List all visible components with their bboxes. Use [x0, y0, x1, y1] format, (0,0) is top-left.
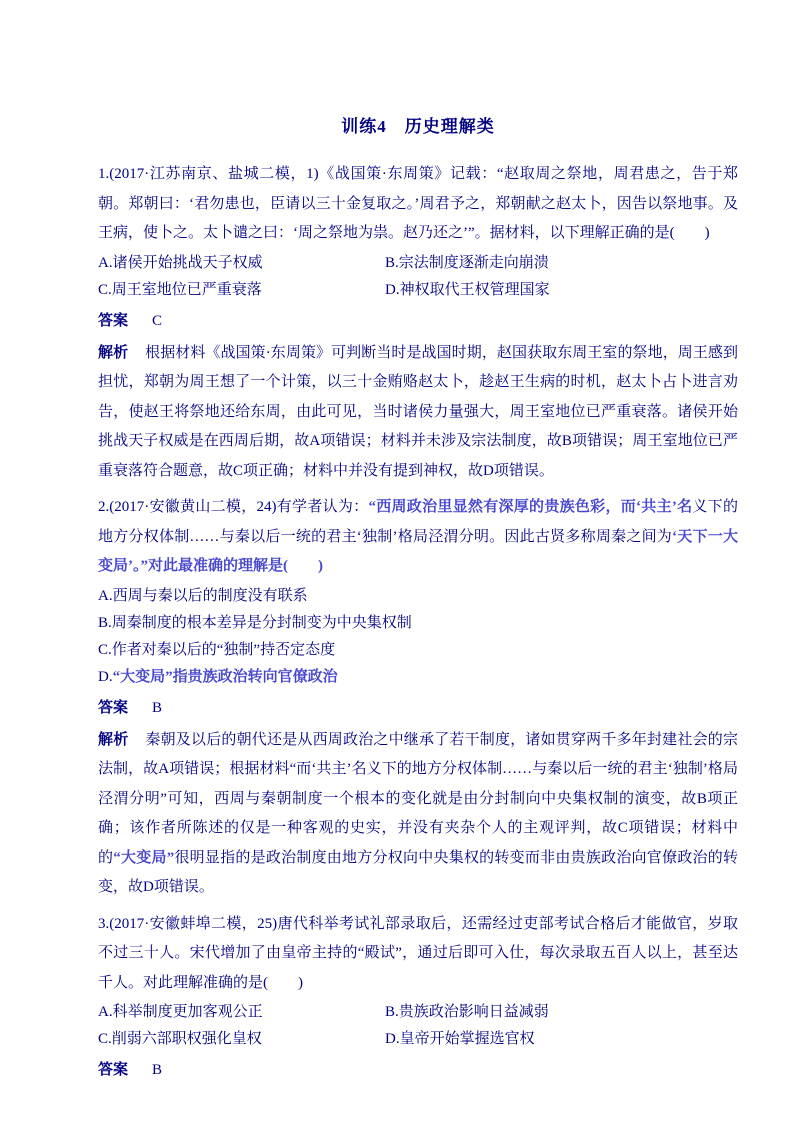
question-2-answer-value: B	[152, 699, 163, 716]
question-2-analysis-text-2: 很明显指的是政治制度由地方分权向中央集权的转变而非由贵族政治向官僚政治的转变，故D项错误。	[98, 849, 738, 895]
question-2-options	[98, 583, 738, 691]
question-2-option-d-label: D.	[98, 668, 113, 685]
question-2-analysis-quote: “大变局”	[113, 849, 175, 866]
question-1-answer-value: C	[152, 312, 163, 329]
question-3-answer-label: 答案	[98, 1062, 129, 1078]
question-3-options-row-ab	[98, 999, 738, 1026]
question-2-option-d-text: “大变局”指贵族政治转向官僚政治	[112, 668, 338, 685]
question-2-analysis-label: 解析	[98, 731, 129, 748]
question-1-stem-text: 1.(2017·江苏南京、盐城二模，1)《战国策·东周策》记载：“赵取周之祭地，周君患之，告于郑朝。郑朝曰：‘君勿患也，臣请以三十金复取之。’周君予之，郑朝献之赵太卜，因告以祭地事。及王病，使卜之。太卜谴之曰：‘周之祭地为祟。赵乃还之’”。据材料，以下理解正确的是( )	[98, 166, 738, 241]
question-3-option-d: D.皇帝开始掌握选官权	[385, 1031, 535, 1047]
question-3-option-a: A.科举制度更加客观公正	[98, 1004, 263, 1020]
question-1-options-row-cd	[98, 277, 738, 304]
question-1-option-a: A.诸侯开始挑战天子权威	[98, 254, 263, 271]
question-1-option-d: D.神权取代王权管理国家	[385, 281, 550, 298]
question-2-answer-label: 答案	[98, 699, 129, 716]
question-3-answer-line	[98, 1057, 738, 1084]
question-2-answer-line	[98, 695, 738, 722]
question-3-option-b: B.贵族政治影响日益减弱	[385, 1004, 549, 1020]
question-1-option-b: B.宗法制度逐渐走向崩溃	[385, 254, 549, 271]
question-1-stem	[98, 160, 738, 249]
question-3	[98, 910, 738, 1085]
question-1-answer-line	[98, 308, 738, 335]
page-title: 训练4 历史理解类	[341, 117, 495, 136]
question-1-analysis	[98, 339, 738, 487]
question-2-stem-middle: 义下的地方分权体制……与秦以后一统的君主‘独制’格局泾渭分明。因此古贤多称周秦之间为	[98, 499, 738, 545]
question-1-analysis-text: 根据材料《战国策·东周策》可判断当时是战国时期，赵国获取东周王室的祭地，周王感到担忧，郑朝为周王想了一个计策，以三十金贿赂赵太卜，趁赵王生病的时机，赵太卜占卜进言劝告，使赵王将祭地还给东周，由此可见，当时诸侯力量强大，周王室地位已严重衰落。诸侯开始挑战天子权威是在西周后期，故A项错误；材料并未涉及宗法制度，故B项错误；周王室地位已严重衰落符合题意，故C项正确；材料中并没有提到神权，故D项错误。	[98, 344, 738, 479]
question-2-option-b: B.周秦制度的根本差异是分封制变为中央集权制	[98, 614, 412, 631]
question-1	[98, 160, 738, 486]
question-2-option-d	[98, 664, 738, 691]
question-1-answer-label: 答案	[98, 312, 129, 329]
question-2-analysis-text-1: 秦朝及以后的朝代还是从西周政治之中继承了若干制度，诸如贯穿两千多年封建社会的宗法制，故A项错误；根据材料“而‘共主’名义下的地方分权体制……与秦以后一统的君主‘独制’格局泾渭分明”可知，西周与秦朝制度一个根本的变化就是由分封制向中央集权制的演变，故B项正确；该作者所陈述的仅是一种客观的史实，并没有夹杂个人的主观评判，故C项错误；材料中的	[98, 731, 738, 866]
question-2-stem-intro: 2.(2017·安徽黄山二模，24)有学者认为：	[98, 499, 369, 515]
question-2-stem-quote-2: ‘天下一大变局’。”对此最准确的理解是( )	[98, 528, 738, 574]
question-2-option-c: C.作者对秦以后的“独制”持否定态度	[98, 641, 336, 658]
question-3-option-c: C.削弱六部职权强化皇权	[98, 1031, 262, 1047]
question-3-stem	[98, 910, 738, 999]
question-2	[98, 493, 738, 903]
question-1-options-row-ab	[98, 250, 738, 277]
question-1-analysis-label: 解析	[98, 344, 129, 361]
question-3-options	[98, 999, 738, 1053]
question-1-option-c: C.周王室地位已严重衰落	[98, 281, 262, 298]
question-3-stem-text: 3.(2017·安徽蚌埠二模，25)唐代科举考试礼部录取后，还需经过吏部考试合格后才能做官，岁取不过三十人。宋代增加了由皇帝主持的“殿试”，通过后即可入仕，每次录取五百人以上，甚至达千人。对此理解准确的是( )	[98, 915, 738, 991]
question-1-options	[98, 250, 738, 304]
question-2-stem-quote-1: “西周政治里显然有深厚的贵族色彩，而‘共主’名	[368, 499, 693, 515]
question-2-option-a: A.西周与秦以后的制度没有联系	[98, 587, 308, 604]
question-3-answer-value: B	[152, 1062, 163, 1078]
question-2-analysis	[98, 726, 738, 903]
question-2-stem	[98, 493, 738, 582]
question-3-options-row-cd	[98, 1026, 738, 1053]
